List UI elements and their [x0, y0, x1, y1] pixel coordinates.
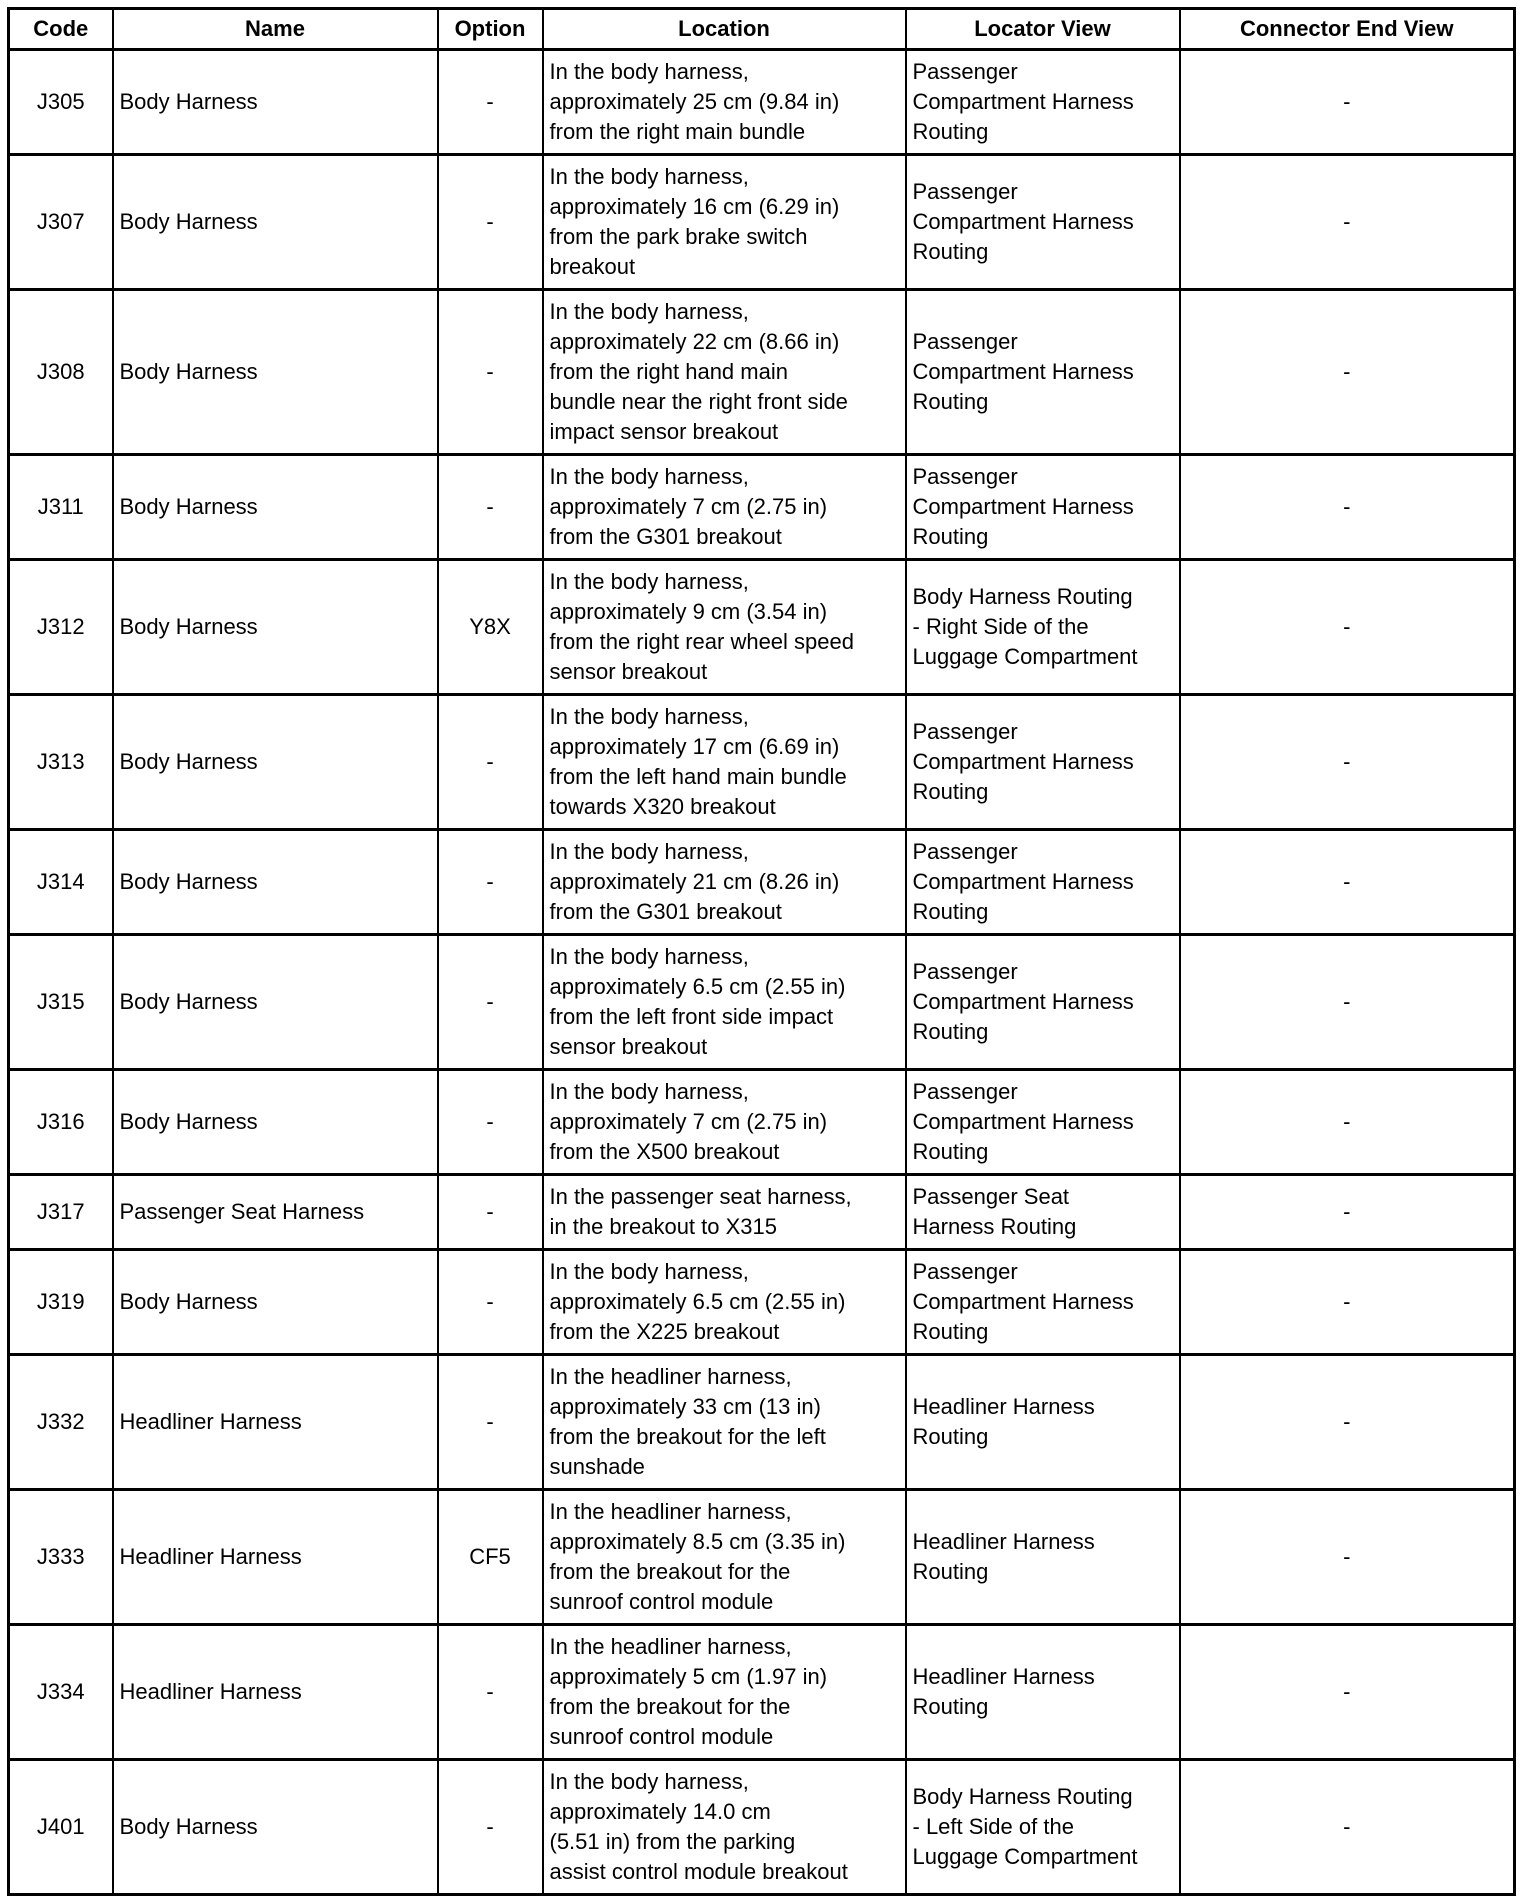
cell-location: In the body harness, approximately 21 cm (8.26 in) from the G301 breakout: [543, 830, 906, 935]
cell-name: Body Harness: [113, 1760, 438, 1895]
cell-location: In the body harness, approximately 22 cm (8.66 in) from the right hand main bundle near the right front side impact sensor breakout: [543, 290, 906, 455]
cell-location: In the headliner harness, approximately 5 cm (1.97 in) from the breakout for the sunroof control module: [543, 1625, 906, 1760]
table-row: [9, 50, 1515, 155]
cell-code: J334: [9, 1625, 113, 1760]
table-row: [9, 455, 1515, 560]
cell-connector-end-view: -: [1180, 1490, 1515, 1625]
table-row: [9, 830, 1515, 935]
cell-option: -: [438, 1250, 543, 1355]
cell-name: Passenger Seat Harness: [113, 1175, 438, 1250]
table-row: [9, 560, 1515, 695]
cell-code: J315: [9, 935, 113, 1070]
cell-code: J308: [9, 290, 113, 455]
cell-name: Body Harness: [113, 1250, 438, 1355]
cell-code: J307: [9, 155, 113, 290]
cell-option: -: [438, 935, 543, 1070]
cell-locator-view: Passenger Seat Harness Routing: [906, 1175, 1180, 1250]
header-code: Code: [9, 9, 113, 50]
cell-connector-end-view: -: [1180, 1175, 1515, 1250]
cell-connector-end-view: -: [1180, 50, 1515, 155]
cell-option: -: [438, 290, 543, 455]
cell-locator-view: Headliner Harness Routing: [906, 1490, 1180, 1625]
cell-locator-view: Passenger Compartment Harness Routing: [906, 290, 1180, 455]
cell-name: Body Harness: [113, 695, 438, 830]
cell-locator-view: Passenger Compartment Harness Routing: [906, 935, 1180, 1070]
cell-connector-end-view: -: [1180, 1625, 1515, 1760]
cell-location: In the body harness, approximately 6.5 cm (2.55 in) from the X225 breakout: [543, 1250, 906, 1355]
cell-name: Body Harness: [113, 455, 438, 560]
cell-code: J313: [9, 695, 113, 830]
cell-locator-view: Body Harness Routing - Right Side of the Luggage Compartment: [906, 560, 1180, 695]
cell-code: J319: [9, 1250, 113, 1355]
cell-location: In the body harness, approximately 14.0 cm (5.51 in) from the parking assist control module breakout: [543, 1760, 906, 1895]
cell-location: In the headliner harness, approximately 33 cm (13 in) from the breakout for the left sunshade: [543, 1355, 906, 1490]
cell-name: Body Harness: [113, 155, 438, 290]
cell-name: Headliner Harness: [113, 1625, 438, 1760]
cell-locator-view: Passenger Compartment Harness Routing: [906, 50, 1180, 155]
cell-connector-end-view: -: [1180, 1070, 1515, 1175]
table-row: [9, 695, 1515, 830]
cell-connector-end-view: -: [1180, 1355, 1515, 1490]
cell-option: CF5: [438, 1490, 543, 1625]
cell-connector-end-view: -: [1180, 155, 1515, 290]
cell-locator-view: Passenger Compartment Harness Routing: [906, 1070, 1180, 1175]
cell-option: -: [438, 695, 543, 830]
cell-location: In the headliner harness, approximately 8.5 cm (3.35 in) from the breakout for the sunroof control module: [543, 1490, 906, 1625]
cell-option: -: [438, 1070, 543, 1175]
cell-location: In the body harness, approximately 7 cm (2.75 in) from the G301 breakout: [543, 455, 906, 560]
table-row: [9, 1175, 1515, 1250]
cell-option: -: [438, 1625, 543, 1760]
cell-connector-end-view: -: [1180, 290, 1515, 455]
header-location: Location: [543, 9, 906, 50]
cell-code: J305: [9, 50, 113, 155]
cell-code: J312: [9, 560, 113, 695]
cell-location: In the body harness, approximately 25 cm (9.84 in) from the right main bundle: [543, 50, 906, 155]
cell-connector-end-view: -: [1180, 935, 1515, 1070]
cell-code: J332: [9, 1355, 113, 1490]
header-name: Name: [113, 9, 438, 50]
cell-option: -: [438, 830, 543, 935]
connector-table: [7, 7, 1516, 1896]
cell-code: J333: [9, 1490, 113, 1625]
cell-option: Y8X: [438, 560, 543, 695]
cell-locator-view: Body Harness Routing - Left Side of the Luggage Compartment: [906, 1760, 1180, 1895]
cell-code: J314: [9, 830, 113, 935]
cell-connector-end-view: -: [1180, 560, 1515, 695]
table-row: [9, 155, 1515, 290]
cell-code: J316: [9, 1070, 113, 1175]
cell-code: J311: [9, 455, 113, 560]
cell-locator-view: Passenger Compartment Harness Routing: [906, 155, 1180, 290]
header-row: [9, 9, 1515, 50]
cell-locator-view: Passenger Compartment Harness Routing: [906, 830, 1180, 935]
cell-connector-end-view: -: [1180, 1760, 1515, 1895]
header-locator-view: Locator View: [906, 9, 1180, 50]
cell-location: In the body harness, approximately 17 cm (6.69 in) from the left hand main bundle towards X320 breakout: [543, 695, 906, 830]
cell-name: Body Harness: [113, 1070, 438, 1175]
cell-name: Headliner Harness: [113, 1355, 438, 1490]
cell-option: -: [438, 1760, 543, 1895]
table-row: [9, 1070, 1515, 1175]
cell-location: In the body harness, approximately 6.5 cm (2.55 in) from the left front side impact sensor breakout: [543, 935, 906, 1070]
table-row: [9, 935, 1515, 1070]
table-row: [9, 1250, 1515, 1355]
cell-locator-view: Passenger Compartment Harness Routing: [906, 695, 1180, 830]
table-row: [9, 1355, 1515, 1490]
cell-option: -: [438, 1175, 543, 1250]
table-row: [9, 1490, 1515, 1625]
cell-option: -: [438, 455, 543, 560]
cell-option: -: [438, 50, 543, 155]
cell-location: In the body harness, approximately 16 cm (6.29 in) from the park brake switch breakout: [543, 155, 906, 290]
cell-location: In the body harness, approximately 9 cm (3.54 in) from the right rear wheel speed sensor breakout: [543, 560, 906, 695]
cell-connector-end-view: -: [1180, 830, 1515, 935]
cell-connector-end-view: -: [1180, 455, 1515, 560]
table-row: [9, 1760, 1515, 1895]
header-connector-end-view: Connector End View: [1180, 9, 1515, 50]
header-option: Option: [438, 9, 543, 50]
cell-connector-end-view: -: [1180, 1250, 1515, 1355]
cell-name: Body Harness: [113, 830, 438, 935]
cell-name: Body Harness: [113, 560, 438, 695]
cell-option: -: [438, 155, 543, 290]
cell-locator-view: Passenger Compartment Harness Routing: [906, 455, 1180, 560]
cell-name: Body Harness: [113, 290, 438, 455]
cell-connector-end-view: -: [1180, 695, 1515, 830]
table-row: [9, 290, 1515, 455]
cell-code: J317: [9, 1175, 113, 1250]
cell-location: In the passenger seat harness, in the breakout to X315: [543, 1175, 906, 1250]
cell-location: In the body harness, approximately 7 cm (2.75 in) from the X500 breakout: [543, 1070, 906, 1175]
cell-name: Body Harness: [113, 935, 438, 1070]
cell-locator-view: Passenger Compartment Harness Routing: [906, 1250, 1180, 1355]
table-row: [9, 1625, 1515, 1760]
cell-name: Body Harness: [113, 50, 438, 155]
cell-code: J401: [9, 1760, 113, 1895]
cell-locator-view: Headliner Harness Routing: [906, 1355, 1180, 1490]
cell-option: -: [438, 1355, 543, 1490]
cell-name: Headliner Harness: [113, 1490, 438, 1625]
cell-locator-view: Headliner Harness Routing: [906, 1625, 1180, 1760]
